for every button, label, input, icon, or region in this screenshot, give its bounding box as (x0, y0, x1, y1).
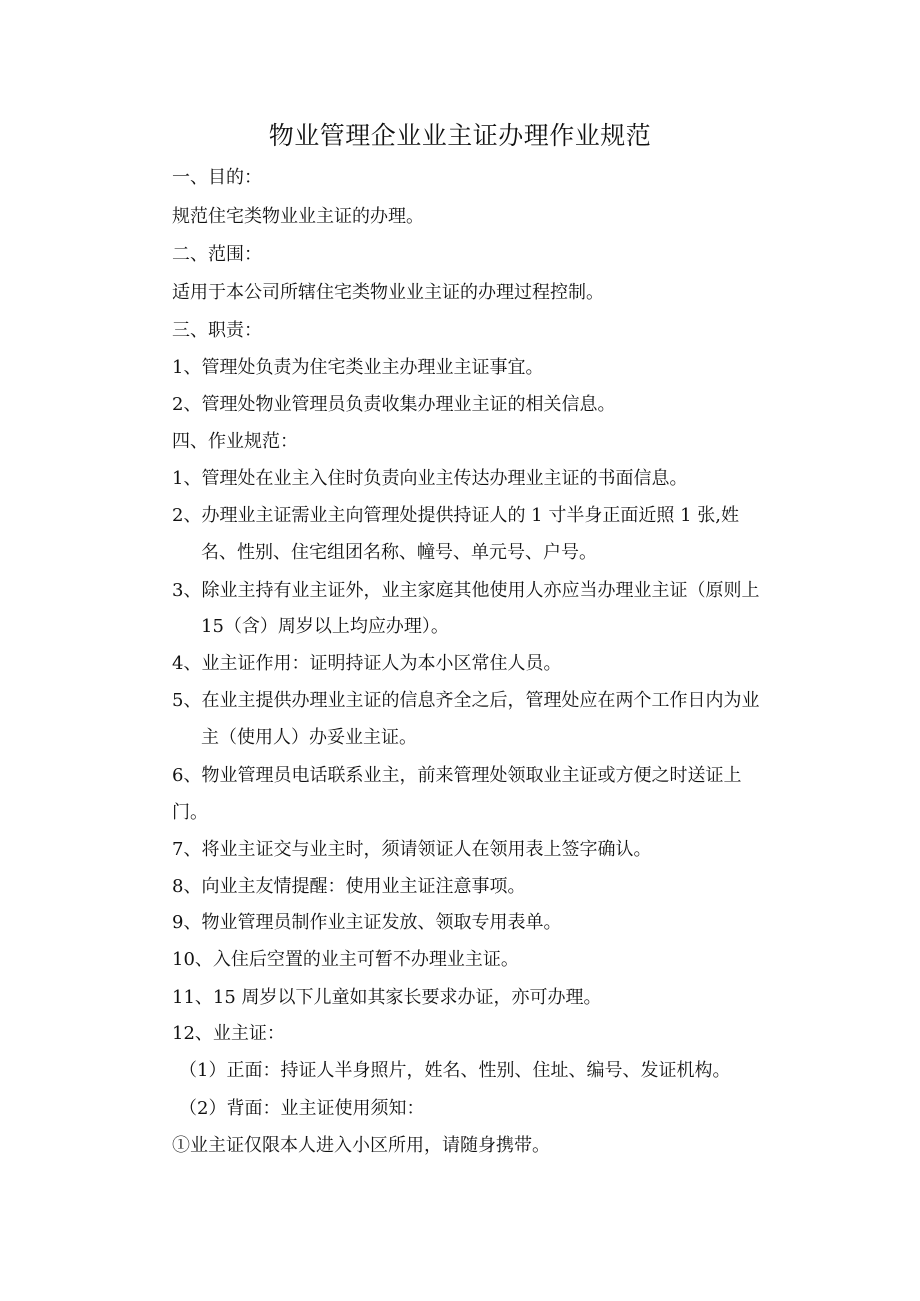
list-item: 11、15 周岁以下儿童如其家长要求办证，亦可办理。 (172, 987, 602, 1008)
paragraph-line: 规范住宅类物业业主证的办理。 (172, 206, 424, 227)
section-heading-duties: 三、职责： (172, 320, 262, 341)
list-item-continuation: 15（含）周岁以上均应办理）。 (201, 616, 449, 637)
paragraph-line: 适用于本公司所辖住宅类物业业主证的办理过程控制。 (172, 282, 604, 303)
notice-item: ①业主证仅限本人进入小区所用，请随身携带。 (172, 1135, 550, 1156)
list-item-continuation: 名、性别、住宅组团名称、幢号、单元号、户号。 (201, 542, 597, 563)
sub-item-front: （1）正面：持证人半身照片，姓名、性别、住址、编号、发证机构。 (179, 1060, 731, 1081)
list-item: 1、管理处在业主入住时负责向业主传达办理业主证的书面信息。 (172, 468, 688, 489)
section-heading-scope: 二、范围： (172, 244, 262, 265)
list-item-continuation: 门。 (172, 802, 208, 823)
list-item: 2、管理处物业管理员负责收集办理业主证的相关信息。 (172, 394, 616, 415)
list-item: 9、物业管理员制作业主证发放、领取专用表单。 (172, 912, 562, 933)
sub-item-back: （2）背面：业主证使用须知： (179, 1098, 425, 1119)
list-item-continuation: 主（使用人）办妥业主证。 (201, 727, 417, 748)
list-item: 12、业主证： (172, 1023, 285, 1044)
list-item: 7、将业主证交与业主时，须请领证人在领用表上签字确认。 (172, 839, 652, 860)
section-heading-purpose: 一、目的： (172, 167, 262, 188)
list-item: 1、管理处负责为住宅类业主办理业主证事宜。 (172, 357, 544, 378)
list-item: 4、业主证作用：证明持证人为本小区常住人员。 (172, 653, 562, 674)
list-item: 3、除业主持有业主证外，业主家庭其他使用人亦应当办理业主证（原则上 (172, 580, 760, 601)
section-heading-specification: 四、作业规范： (172, 431, 298, 452)
list-item: 8、向业主友情提醒：使用业主证注意事项。 (172, 876, 526, 897)
list-item: 5、在业主提供办理业主证的信息齐全之后，管理处应在两个工作日内为业 (172, 690, 760, 711)
list-item: 10、入住后空置的业主可暂不办理业主证。 (172, 949, 519, 970)
list-item: 6、物业管理员电话联系业主，前来管理处领取业主证或方便之时送证上 (172, 765, 742, 786)
document-title: 物业管理企业业主证办理作业规范 (268, 121, 652, 150)
list-item: 2、办理业主证需业主向管理处提供持证人的 1 寸半身正面近照 1 张,姓 (172, 505, 739, 526)
